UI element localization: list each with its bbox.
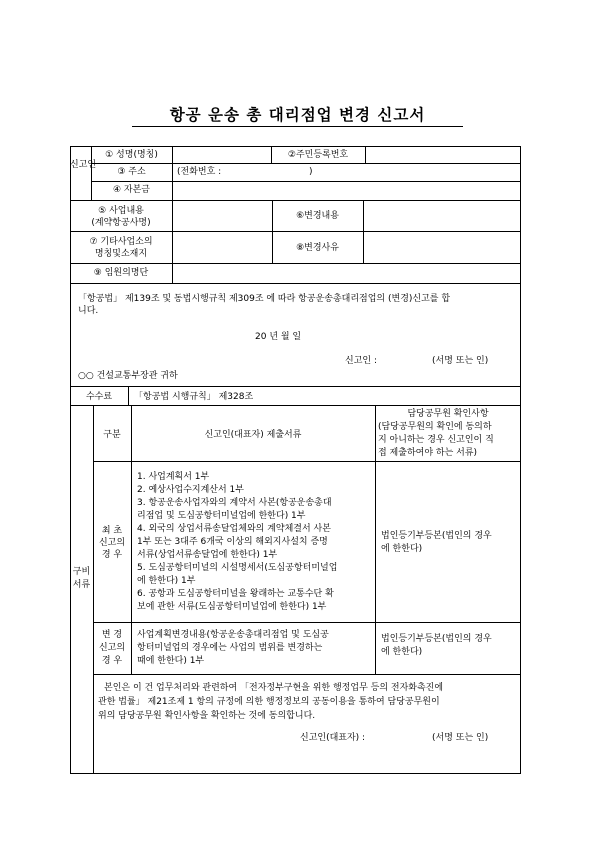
change-doc-line: 때에 한한다) 1부: [137, 656, 205, 666]
col-official-note-1: (담당공무원의 확인에 동의하: [378, 422, 492, 432]
change-content-label: ⑥변경내용: [296, 211, 339, 221]
initial-doc-line: 6. 공항과 도심공항터미널을 왕래하는 교통수단 확: [137, 589, 334, 599]
consent-sign-note: (서명 또는 인): [432, 733, 489, 743]
addressee: ○○ 건설교통부장관 귀하: [78, 371, 178, 381]
initial-doc-line: 보에 관한 서류(도심공항터미널업에 한한다) 1부: [137, 602, 327, 612]
name-label: ① 성명(명칭): [105, 150, 158, 160]
initial-doc-line: 에 한한다) 1부: [137, 576, 196, 586]
col-category-header: 구분: [103, 430, 121, 440]
applicant-label: 신고인: [70, 160, 97, 170]
phone-close: ): [309, 167, 313, 177]
id-number-label: ②주민등록번호: [287, 150, 349, 160]
address-label: ③ 주소: [117, 167, 146, 177]
change-official-doc-2: 에 한한다): [381, 647, 423, 657]
initial-label-2: 신고의: [98, 538, 126, 548]
statement-line-1: 「항공법」 제139조 및 동법시행규칙 제309조 에 따라 항공운송총대리점업의 (변경)신고를 합: [78, 294, 451, 304]
statement-signer-label: 신고인 :: [345, 356, 377, 366]
name-field[interactable]: [173, 149, 270, 161]
form-title: 항공 운송 총 대리점업 변경 신고서: [169, 106, 426, 124]
change-content-field[interactable]: [364, 203, 519, 229]
initial-doc-line: 3. 항공운송사업자와의 계약서 사본(항공운송총대: [137, 498, 332, 508]
other-office-label: ⑦ 기타사업소의: [89, 237, 153, 247]
title-underline: [132, 126, 463, 127]
change-label-2: 신고의: [98, 643, 126, 653]
consent-line-2: 관한 법률」 제21조제 1 항의 규정에 의한 행정정보의 공동이용을 통하여 담당공무원이: [98, 697, 440, 707]
initial-label: 최 초: [101, 526, 123, 536]
statement-sign-note: (서명 또는 인): [432, 356, 489, 366]
consent-line-3: 위의 담당공무원 확인사항을 확인하는 것에 동의합니다.: [98, 711, 316, 721]
col-submit-header: 신고인(대표자) 제출서류: [204, 430, 302, 440]
other-office-field[interactable]: [173, 234, 271, 261]
fee-label: 수수료: [85, 392, 113, 402]
change-reason-label: ⑧변경사유: [296, 243, 339, 253]
initial-doc-line: 서류(상업서류송달업에 한한다) 1부: [137, 550, 278, 560]
documents-side-sublabel: 서류: [72, 580, 91, 590]
business-field[interactable]: [173, 203, 271, 229]
capital-label: ④ 자본금: [112, 185, 150, 195]
business-label: ⑤ 사업내용: [98, 206, 144, 216]
fee-value: 「항공법 시행규칙」 제328조: [134, 392, 254, 402]
capital-field[interactable]: [173, 184, 519, 198]
initial-doc-line: 4. 외국의 상업서류송달업체와의 계약체결서 사본: [137, 524, 331, 534]
consent-signer-label: 신고인(대표자) :: [300, 733, 366, 743]
change-official-doc: 법인등기부등본(법인의 경우: [381, 634, 492, 644]
business-sublabel: (계약항공사명): [91, 218, 151, 228]
initial-official-doc: 법인등기부등본(법인의 경우: [381, 531, 492, 541]
initial-doc-line: 리점업 및 도심공항터미널업에 한한다) 1부: [137, 511, 306, 521]
initial-doc-line: 1부 또는 3대주 6개국 이상의 해외지사설치 증명: [137, 537, 328, 547]
change-doc-line: 항터미널업의 경우에는 사업의 범위를 변경하는: [137, 643, 323, 653]
consent-line-1: 본인은 이 건 업무처리와 관련하여 「전자정부구현을 위한 행정업무 등의 전자화촉진에: [104, 683, 444, 693]
change-reason-field[interactable]: [364, 234, 519, 261]
initial-doc-line: 5. 도심공항터미널의 시설명세서(도심공항터미널업: [137, 563, 338, 573]
col-official-header: 담당공무원 확인사항: [407, 409, 489, 419]
change-label-3: 경 우: [101, 656, 123, 666]
change-doc-line: 사업계획변경내용(항공운송총대리점업 및 도심공: [137, 630, 329, 640]
initial-label-3: 경 우: [101, 550, 123, 560]
col-official-note-2: 지 아니하는 경우 신고인이 직: [378, 435, 494, 445]
change-label: 변 경: [101, 630, 123, 640]
officers-label: ⑨ 임원의명단: [93, 268, 149, 278]
officers-field[interactable]: [173, 266, 519, 282]
phone-label: (전화번호 :: [177, 167, 222, 177]
documents-side-label: 구비: [72, 567, 91, 577]
statement-line-2: 니다.: [78, 306, 99, 316]
statement-date: 20 년 월 일: [255, 332, 302, 342]
initial-official-doc-2: 에 한한다): [381, 544, 423, 554]
col-official-note-3: 접 제출하여야 하는 서류): [378, 448, 478, 458]
id-number-field[interactable]: [366, 149, 519, 161]
initial-doc-line: 1. 사업계획서 1부: [137, 472, 210, 482]
initial-doc-line: 2. 예상사업수지계산서 1부: [137, 485, 244, 495]
other-office-sublabel: 명칭및소재지: [94, 249, 148, 259]
